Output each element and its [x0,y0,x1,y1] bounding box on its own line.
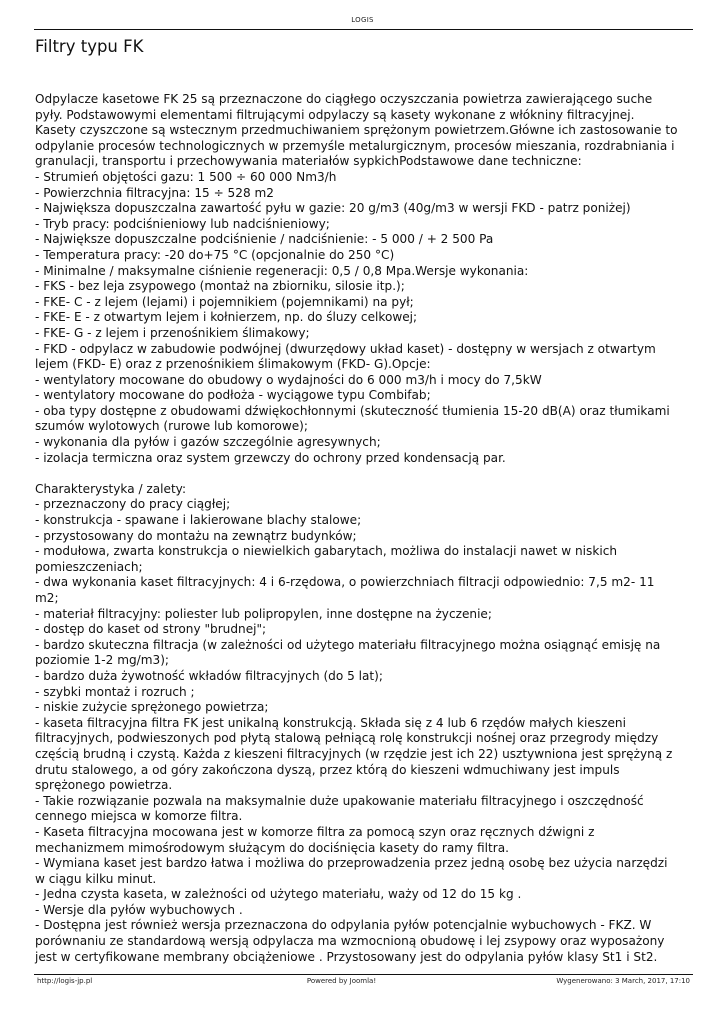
body-line: m2; [35,591,59,605]
body-line: częścią brudną i czystą. Każda z kieszeni filtracyjnych (w rzędzie jest ich 22) usztywniona jest sprężyną z [35,746,673,761]
body-line: - niskie zużycie sprężonego powietrza; [35,700,269,715]
body-line: pomieszczeniach; [35,559,143,574]
body-line: - Tryb pracy: podciśnieniowy lub nadciśnieniowy; [35,216,330,231]
body-line: Kasety czyszczone są wstecznym przedmuchiwaniem sprężonym powietrzem.Główne ich zastosowanie to [35,123,678,138]
footer-url[interactable]: http://logis-jp.pl [37,977,93,985]
blank-line [35,466,705,482]
body-line: - przystosowany do montażu na zewnątrz budynków; [35,528,357,543]
body-line: - Takie rozwiązanie pozwala na maksymalnie duże upakowanie materiału filtracyjnego i oszczędność [35,793,644,808]
body-line: - konstrukcja - spawane i lakierowane blachy stalowe; [35,513,362,528]
body-line: jest w certyfikowane membrany obciążeniowe . Przystosowany jest do odpylania pyłów klasy St1 i St2. [35,949,658,964]
body-line: - Powierzchnia filtracyjna: 15 ÷ 528 m2 [35,185,274,200]
body-line: - wentylatory mocowane do podłoża - wyciągowe typu Combifab; [35,388,431,403]
footer-powered-by: Powered by Joomla! [306,977,377,985]
body-line: porównaniu ze standardową wersją odpylacza ma wzmocnioną obudowę i lej zsypowy oraz wyposażony [35,934,665,949]
body-line: poziomie 1-2 mg/m3); [35,653,170,668]
body-line: drutu stalowego, a od góry zakończona dyszą, przez którą do kieszeni wdmuchiwany jest impuls [35,762,620,777]
body-line: filtracyjnych, podwieszonych pod płytą stalową pełniącą rolę konstrukcji nośnej oraz przegrody między [35,731,659,746]
page-title: Filtry typu FK [35,37,144,56]
body-line: - FKE- E - z otwartym lejem i kołnierzem, np. do śluzy celkowej; [35,310,418,325]
body-line: - dwa wykonania kaset filtracyjnych: 4 i 6-rzędowa, o powierzchniach filtracji odpowiednio: 7,5 m2- 11 [35,575,655,590]
body-line: - wentylatory mocowane do obudowy o wydajności do 6 000 m3/h i mocy do 7,5kW [35,372,542,387]
footer-divider [34,974,693,975]
body-line: - Największa dopuszczalna zawartość pyłu w gazie: 20 g/m3 (40g/m3 w wersji FKD - patrz poniżej) [35,201,631,216]
footer-generated: Wygenerowano: 3 March, 2017, 17:10 [556,977,690,985]
body-line: - FKE- G - z lejem i przenośnikiem ślimakowy; [35,325,310,340]
body-line: - Największe dopuszczalne podciśnienie / nadciśnienie: - 5 000 / + 2 500 Pa [35,232,494,247]
body-line: cennego miejsca w komorze filtra. [35,809,243,824]
article-body [35,92,705,965]
body-line: - Wersje dla pyłów wybuchowych . [35,902,243,917]
body-line: - przeznaczony do pracy ciągłej; [35,497,231,512]
body-line: granulacji, transportu i przechowywania materiałów sypkichPodstawowe dane techniczne: [35,154,582,169]
body-line: Charakterystyka / zalety: [35,481,187,496]
body-line: - wykonania dla pyłów i gazów szczególnie agresywnych; [35,435,381,450]
body-line: - Temperatura pracy: -20 do+75 °C (opcjonalnie do 250 °C) [35,247,395,262]
body-line: pyły. Podstawowymi elementami filtrującymi odpylaczy są kasety wykonane z włókniny filtracyjnej. [35,107,635,122]
body-line: - dostęp do kaset od strony "brudnej"; [35,622,267,637]
body-line: - Minimalne / maksymalne ciśnienie regeneracji: 0,5 / 0,8 Mpa.Wersje wykonania: [35,263,529,278]
body-line: - Wymiana kaset jest bardzo łatwa i możliwa do przeprowadzenia przez jedną osobę bez użycia narzędzi [35,856,668,871]
body-line: - oba typy dostępne z obudowami dźwiękochłonnymi (skuteczność tłumienia 15-20 dB(A) oraz tłumikami [35,403,670,418]
body-line: - Dostępna jest również wersja przeznaczona do odpylania pyłów potencjalnie wybuchowych - FKZ. W [35,918,652,933]
body-line: szumów wylotowych (rurowe lub komorowe); [35,419,308,434]
body-line: - FKE- C - z lejem (lejami) i pojemnikiem (pojemnikami) na pył; [35,294,414,309]
body-line: - bardzo skuteczna filtracja (w zależności od użytego materiału filtracyjnego można osiągnąć emisję na [35,637,661,652]
body-line: - Jedna czysta kaseta, w zależności od użytego materiału, waży od 12 do 15 kg . [35,887,522,902]
body-line: - FKS - bez leja zsypowego (montaż na zbiorniku, silosie itp.); [35,279,405,294]
body-line: - bardzo duża żywotność wkładów filtracyjnych (do 5 lat); [35,668,383,683]
body-line: - Kaseta filtracyjna mocowana jest w komorze filtra za pomocą szyn oraz ręcznych dźwigni z [35,824,595,839]
body-line: - kaseta filtracyjna filtra FK jest unikalną konstrukcją. Składa się z 4 lub 6 rzędów małych kieszeni [35,715,626,730]
body-line: sprężonego powietrza. [35,778,173,793]
body-line: - Strumień objętości gazu: 1 500 ÷ 60 000 Nm3/h [35,169,337,184]
body-line: - izolacja termiczna oraz system grzewczy do ochrony przed kondensacją par. [35,450,506,465]
body-line: - FKD - odpylacz w zabudowie podwójnej (dwurzędowy układ kaset) - dostępny w wersjach z otwartym [35,341,656,356]
body-line: Odpylacze kasetowe FK 25 są przeznaczone do ciągłego oczyszczania powietrza zawierającego suche [35,92,653,106]
site-header: LOGIS [351,16,374,24]
body-line: odpylanie procesów technologicznych w przemyśle metalurgicznym, procesów mieszania, rozdrabniania i [35,138,675,153]
header-divider [34,29,693,30]
body-line: lejem (FKD- E) oraz z przenośnikiem ślimakowym (FKD- G).Opcje: [35,357,431,372]
body-line: mechanizmem mimośrodowym służącym do dociśnięcia kasety do ramy filtra. [35,840,509,855]
body-line: - szybki montaż i rozruch ; [35,684,195,699]
body-line: w ciągu kilku minut. [35,871,157,886]
body-line: - materiał filtracyjny: poliester lub polipropylen, inne dostępne na życzenie; [35,606,492,621]
body-line: - modułowa, zwarta konstrukcja o niewielkich gabarytach, możliwa do instalacji nawet w niskich [35,544,618,559]
